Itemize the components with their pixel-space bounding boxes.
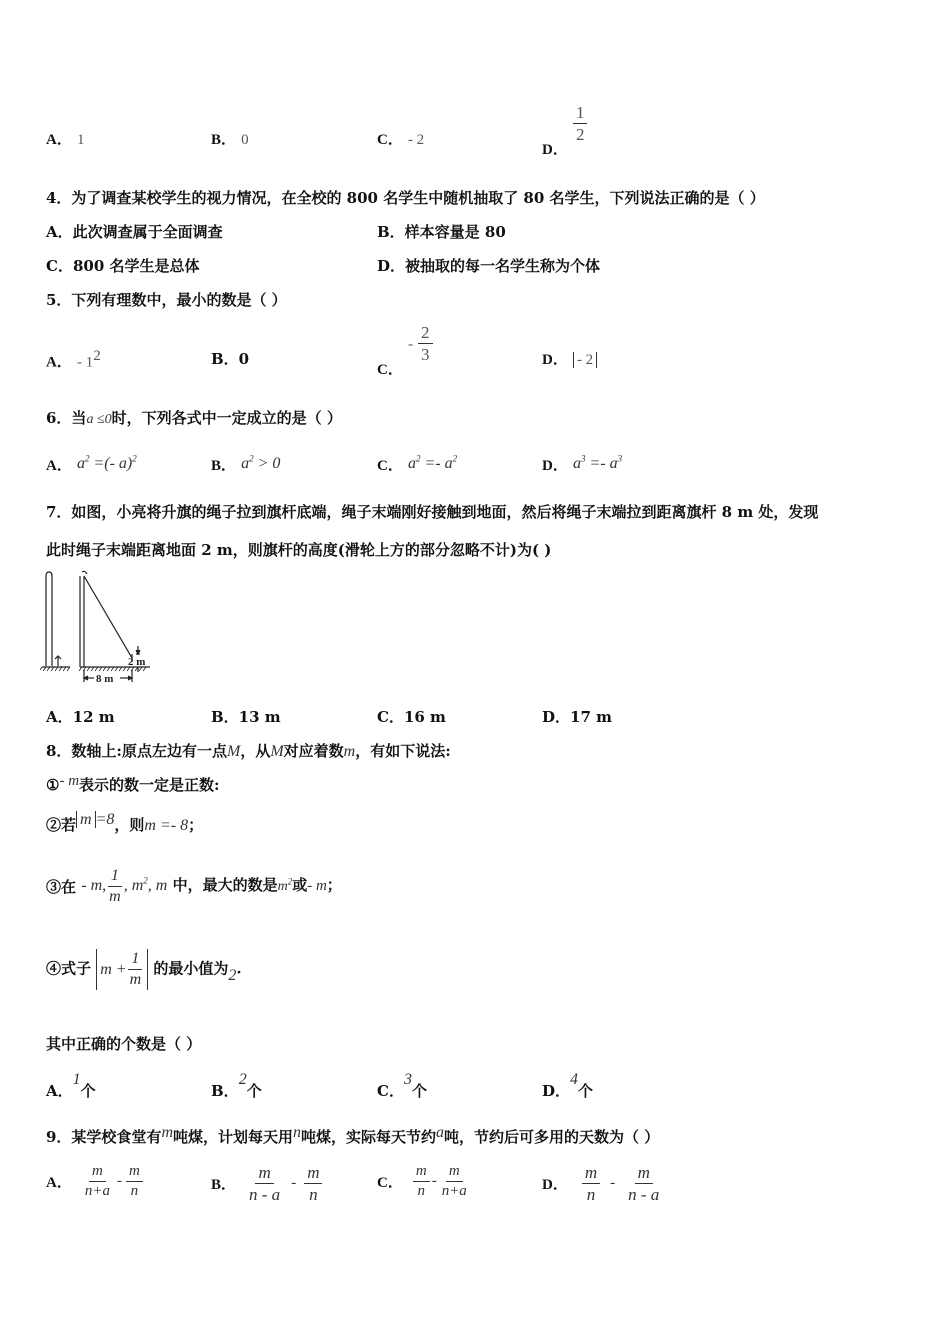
rope-line	[84, 576, 132, 658]
math-abs-expr: m + $\frac{1}{m}$	[96, 949, 148, 990]
q8-option-a[interactable]: A．1个	[46, 1071, 96, 1100]
q8-option-c[interactable]: C．3个	[377, 1071, 427, 1100]
q6-stem-post: 时，下列各式中一定成立的是（ ）	[111, 409, 342, 427]
math-m-eq: m =- 8	[144, 817, 189, 834]
q7-option-c[interactable]: C．16 m	[377, 708, 446, 726]
q9-option-c[interactable]: C． $\frac{m}{n}$ - $\frac{m}{n+a}$	[377, 1163, 467, 1199]
option-label: B．	[211, 458, 237, 474]
option-label: A．	[46, 458, 72, 474]
q7-option-a[interactable]: A．12 m	[46, 708, 115, 726]
q6-option-d[interactable]	[542, 452, 622, 473]
q6-stem	[46, 407, 342, 428]
option-value: - 1	[76, 354, 94, 371]
q8-statement-3: ③在 - m, $\frac{1}{m}$ , $m^2$, m 中，最大的数是$m^2$或- m；	[46, 867, 342, 905]
q8-stem: 8．数轴上:原点左边有一点M，从M对应着数m，有如下说法:	[46, 742, 451, 760]
option-math: $a^2$ =(- a)$^2$	[76, 453, 137, 472]
q9-stem: 9．某学校食堂有m吨煤，计划每天用n吨煤，实际每天节约a吨，节约后可多用的天数为（ ）	[46, 1124, 660, 1146]
left-pole	[46, 572, 52, 666]
var-M: M	[226, 743, 241, 760]
q4-option-c[interactable]: C．800 名学生是总体	[46, 257, 200, 275]
flagpole-figure	[40, 566, 160, 686]
math-neg-m: - m	[59, 773, 80, 789]
math-list: - m, $\frac{1}{m}$ , $m^2$, m	[81, 867, 168, 905]
q3-option-a[interactable]	[46, 128, 84, 149]
option-value: 1	[76, 132, 85, 148]
exponent: 2	[93, 348, 101, 364]
option-math: $a^2 > 0$	[241, 453, 281, 472]
option-label: A．	[46, 354, 72, 371]
q7-stem-line2: 此时绳子末端距离地面 2 m，则旗杆的高度(滑轮上方的部分忽略不计)为( )	[46, 541, 552, 559]
q9-option-a[interactable]: A． $\frac{m}{n+a}$ - $\frac{m}{n}$	[46, 1162, 143, 1201]
math-value: 2	[228, 966, 237, 984]
fraction-numerator: 1	[573, 102, 588, 124]
q6-option-b[interactable]	[211, 452, 280, 473]
label-2m: 2 m	[128, 656, 146, 668]
q9-option-b[interactable]: B． $\frac{m}{n - a}$ - $\frac{m}{n}$	[211, 1162, 322, 1206]
option-label: A．	[46, 132, 72, 148]
option-math: $a^3 =- a^3$	[572, 453, 623, 472]
q5-option-d[interactable]	[542, 348, 597, 369]
q4-option-d[interactable]: D．被抽取的每一名学生称为个体	[377, 257, 601, 275]
q8-statement-4: ④式子 m + $\frac{1}{m}$ 的最小值为2.	[46, 950, 242, 988]
var-M: M	[270, 743, 284, 760]
q7-stem-line1: 7．如图，小亮将升旗的绳子拉到旗杆底端，绳子末端刚好接触到地面，然后将绳子末端拉到距离旗杆 8 m 处，发现	[46, 503, 819, 521]
q6-option-c[interactable]	[377, 452, 457, 473]
fraction-numerator: 2	[418, 322, 433, 344]
q4-option-b[interactable]: B．样本容量是 80	[377, 223, 506, 241]
option-label: B．	[211, 132, 237, 148]
absolute-value: - 2	[573, 352, 597, 368]
q3-option-d[interactable]	[542, 102, 587, 159]
q8-statement-1: ①- m表示的数一定是正数:	[46, 773, 220, 794]
fraction	[418, 322, 433, 366]
math-abs-m: m =8	[76, 811, 114, 828]
option-label: D．	[542, 142, 568, 159]
q9-option-d[interactable]: D． $\frac{m}{n}$ - $\frac{m}{n - a}$	[542, 1163, 660, 1205]
q7-option-d[interactable]: D．17 m	[542, 708, 612, 726]
q3-option-c[interactable]	[377, 128, 424, 149]
q6-condition: a ≤0	[86, 412, 112, 427]
q8-statement-2: ②若 m =8，则m =- 8；	[46, 811, 204, 834]
q5-option-c[interactable]	[377, 322, 433, 379]
q4-stem: 4．为了调查某校学生的视力情况，在全校的 800 名学生中随机抽取了 80 名学生，下列说法正确的是（ ）	[46, 189, 765, 207]
option-label: C．	[377, 362, 403, 379]
option-label: C．	[377, 458, 403, 474]
right-pole	[80, 571, 87, 667]
var-m: m	[343, 743, 356, 760]
q5-stem: 5．下列有理数中，最小的数是（ ）	[46, 291, 287, 309]
q5-option-a[interactable]	[46, 348, 101, 371]
fraction-denominator: 3	[421, 345, 430, 365]
q6-option-a[interactable]	[46, 452, 137, 473]
math-m2: $m^2$	[277, 876, 293, 895]
q6-stem-pre: 6．当	[46, 409, 87, 427]
option-value: 0	[241, 132, 249, 148]
q8-option-d[interactable]: D．4个	[542, 1071, 594, 1100]
q4-option-a[interactable]: A．此次调查属于全面调查	[46, 223, 223, 241]
q7-option-b[interactable]: B．13 m	[211, 708, 281, 726]
q3-option-b[interactable]	[211, 128, 249, 149]
option-value: - 2	[407, 132, 425, 148]
q5-option-b[interactable]: B．0	[211, 350, 250, 368]
option-label: D．	[542, 352, 568, 368]
fraction-denominator: 2	[575, 125, 585, 145]
minus-sign: -	[407, 336, 413, 353]
math-neg-m: - m	[307, 878, 327, 895]
fraction	[573, 102, 588, 146]
q8-option-b[interactable]: B．2个	[211, 1071, 262, 1100]
option-label: D．	[542, 458, 568, 474]
option-label: C．	[377, 132, 403, 148]
label-8m: 8 m	[96, 673, 114, 685]
option-math: $a^2 =- a^2$	[407, 453, 458, 472]
q8-summary: 其中正确的个数是（ ）	[46, 1035, 202, 1053]
